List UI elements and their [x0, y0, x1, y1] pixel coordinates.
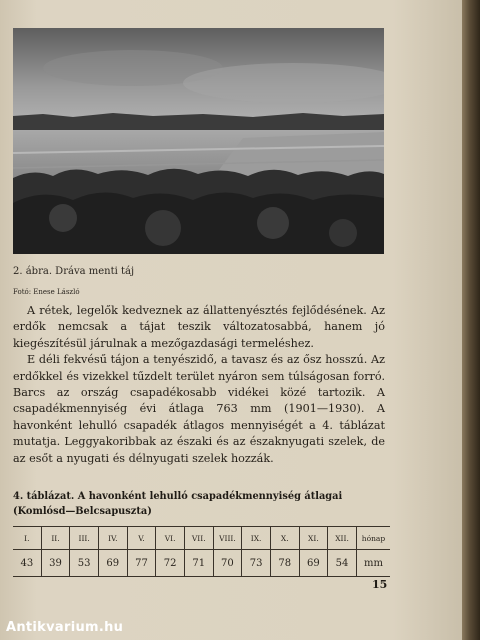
- value-cell: 43: [13, 550, 42, 576]
- month-header: IV.: [99, 527, 128, 549]
- month-header: XII.: [328, 527, 357, 549]
- value-cell: 77: [128, 550, 157, 576]
- table-value-row: [13, 550, 390, 576]
- value-cell: 69: [300, 550, 329, 576]
- value-cell: 54: [328, 550, 357, 576]
- page-number: 15: [372, 578, 388, 591]
- paragraph-1: A rétek, legelők kedveznek az állattenyésztés fejlődésének. Az erdők nemcsak a tájat teszik változatosabbá, hanem jó kiegészítésül járulnak a mezőgazdasági termeléshez.: [13, 304, 385, 350]
- month-header: I.: [13, 527, 42, 549]
- month-header: X.: [271, 527, 300, 549]
- value-cell: 39: [42, 550, 71, 576]
- value-cell: 69: [99, 550, 128, 576]
- watermark: Antikvarium.hu: [6, 620, 124, 635]
- table-header-row: [13, 527, 390, 550]
- month-header: II.: [42, 527, 71, 549]
- month-header: IX.: [242, 527, 271, 549]
- table-title: 4. táblázat. A havonként lehulló csapadékmennyiség átlagai: [13, 491, 343, 502]
- month-header: III.: [70, 527, 99, 549]
- value-cell: 72: [156, 550, 185, 576]
- figure-caption: 2. ábra. Dráva menti táj: [13, 266, 135, 277]
- value-cell: 70: [214, 550, 243, 576]
- table-caption: [13, 489, 393, 519]
- unit-header: hónap: [361, 533, 386, 543]
- value-cell: 71: [185, 550, 214, 576]
- unit-cell: mm: [363, 557, 383, 569]
- value-cell: 78: [271, 550, 300, 576]
- month-header: VII.: [185, 527, 214, 549]
- month-header: XI.: [300, 527, 329, 549]
- table-subtitle: (Komlósd—Belcsapuszta): [13, 506, 152, 517]
- value-cell: 53: [70, 550, 99, 576]
- photo-credit: Fotó: Enese László: [13, 288, 80, 296]
- precipitation-table: [13, 526, 390, 577]
- book-spine-edge: [462, 0, 480, 640]
- paragraph-2: E déli fekvésű tájon a tenyészidő, a tavasz és az ősz hosszú. Az erdőkkel és vizekkel tűzdelt terület nyáron sem túlságosan forró. Barcs az ország csapadékosabb vidékei közé tartozik. A csapadékmennyiség évi átlaga 763 mm (1901—1930). A havonként lehulló csapadék átlagos mennyiségét a 4. táblázat mutatja. Leggyakoribbak az északi és az északnyugati szelek, de az esőt a nyugati és délnyugati szelek hozzák.: [13, 353, 385, 465]
- landscape-photo: [13, 28, 384, 254]
- body-text: [13, 303, 385, 467]
- month-header: VIII.: [214, 527, 243, 549]
- month-header: V.: [128, 527, 157, 549]
- value-cell: 73: [242, 550, 271, 576]
- month-header: VI.: [156, 527, 185, 549]
